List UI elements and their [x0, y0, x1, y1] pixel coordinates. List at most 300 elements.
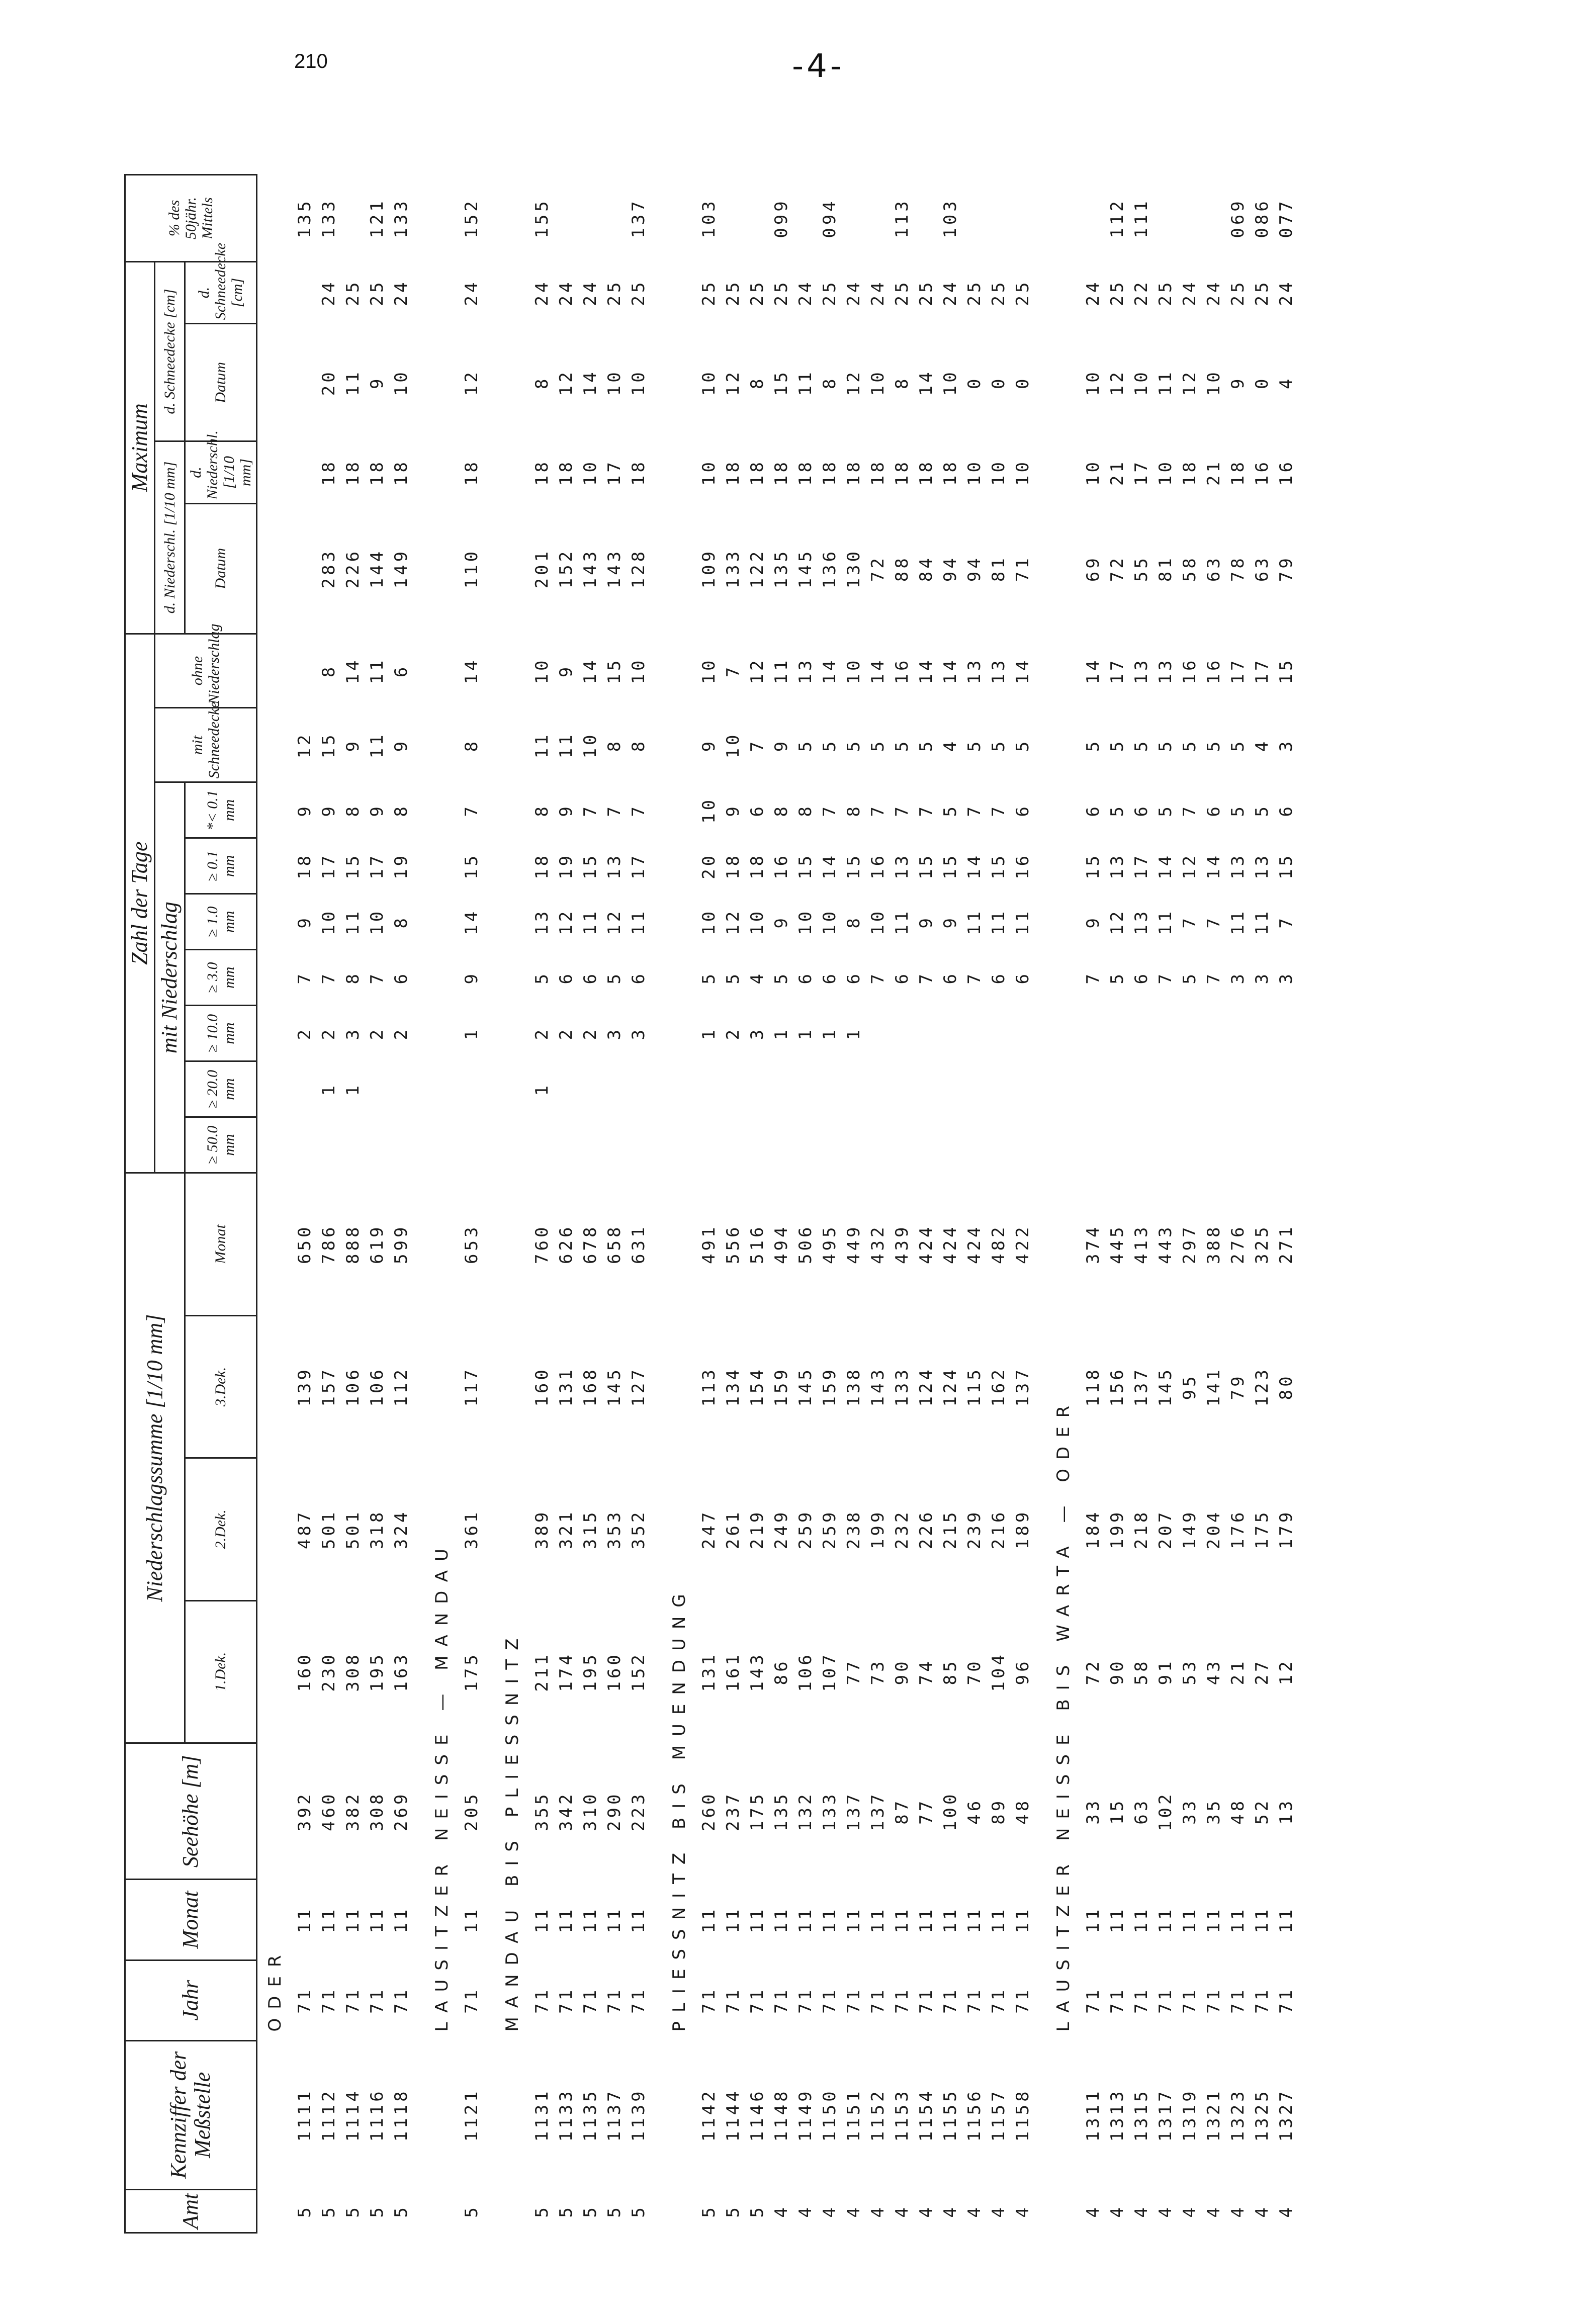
cell-mit-schnee: 9	[698, 738, 719, 752]
cell-mit-schnee: 9	[391, 738, 411, 752]
cell-monat: 11	[723, 1906, 743, 1933]
cell-dek2: 361	[461, 1509, 482, 1550]
cell-dek2: 149	[1179, 1509, 1200, 1550]
cell-jahr: 71	[531, 1987, 552, 2014]
cell-max-datum1: 18	[342, 459, 363, 486]
header-ohne-niederschlag: ohne Niederschlag	[155, 634, 256, 708]
cell-monat: 11	[940, 1906, 960, 1933]
cell-dek1: 230	[318, 1652, 339, 1692]
cell-max-niederschlag: 122	[747, 548, 767, 589]
cell-amt: 4	[1131, 2204, 1151, 2218]
cell-max-datum1: 18	[940, 459, 960, 486]
cell-kennziffer: 1317	[1155, 2088, 1176, 2142]
cell-dek1: 74	[916, 1658, 936, 1685]
cell-t3: 7	[367, 970, 387, 985]
cell-max-schneedecke: 4	[1276, 376, 1296, 390]
cell-tlt01: 5	[1252, 804, 1272, 817]
cell-dek3: 118	[1083, 1367, 1103, 1407]
cell-monat: 11	[1227, 1906, 1248, 1933]
cell-monat: 11	[391, 1906, 411, 1933]
cell-max-datum2: 24	[843, 279, 864, 306]
cell-kennziffer: 1146	[747, 2088, 767, 2142]
header-max-schneedecke: d. Schneedecke [cm]	[155, 261, 185, 441]
cell-percent-mean: 099	[771, 198, 791, 238]
cell-seehoehe: 13	[1276, 1798, 1296, 1825]
cell-percent-mean	[866, 175, 890, 262]
cell-monat-summe: 297	[1179, 1224, 1200, 1264]
header-zahl-der-tage: Zahl der Tage	[125, 634, 155, 1173]
gap-cell	[1298, 175, 1309, 2233]
cell-t3: 7	[1155, 970, 1176, 985]
cell-dek3: 112	[391, 1367, 411, 1407]
cell-t50	[1154, 1117, 1178, 1173]
table-row	[962, 175, 987, 2233]
cell-dek1: 106	[795, 1652, 816, 1692]
cell-t3: 7	[964, 970, 985, 985]
header-dek1: 1.Dek.	[185, 1600, 256, 1743]
cell-seehoehe: 48	[1227, 1798, 1248, 1825]
header-maximum: Maximum	[125, 261, 155, 634]
cell-max-niederschlag: 72	[867, 555, 888, 582]
cell-mit-schnee: 8	[604, 738, 625, 752]
cell-t20	[842, 1061, 866, 1117]
cell-t10: 3	[342, 1026, 363, 1040]
cell-percent-mean	[842, 175, 866, 262]
cell-dek3: 117	[461, 1367, 482, 1407]
cell-seehoehe: 310	[580, 1791, 600, 1831]
cell-tlt01: 7	[1179, 804, 1200, 817]
cell-dek2: 352	[628, 1509, 649, 1550]
precipitation-table	[124, 174, 1309, 2234]
cell-max-datum1: 21	[1107, 459, 1127, 486]
table-body	[256, 175, 1309, 2233]
cell-amt: 4	[916, 2204, 936, 2218]
cell-ohne-nieder: 14	[342, 657, 363, 684]
cell-max-schneedecke: 12	[461, 369, 482, 396]
cell-max-datum2: 24	[795, 279, 816, 306]
cell-percent-mean	[1081, 175, 1105, 262]
cell-jahr: 71	[698, 1987, 719, 2014]
cell-mit-schnee: 5	[843, 738, 864, 752]
cell-t10: 1	[819, 1026, 840, 1040]
cell-dek2: 218	[1131, 1509, 1151, 1550]
cell-t50	[1105, 1117, 1129, 1173]
cell-dek1: 195	[367, 1652, 387, 1692]
cell-mit-schnee: 4	[940, 738, 960, 752]
header-monat-summe: Monat	[185, 1173, 256, 1315]
cell-t01: 15	[342, 852, 363, 879]
cell-amt: 4	[1179, 2204, 1200, 2218]
cell-jahr: 71	[604, 1987, 625, 2014]
cell-max-datum2	[293, 261, 317, 323]
cell-kennziffer: 1151	[843, 2088, 864, 2142]
cell-dek2: 249	[771, 1509, 791, 1550]
cell-kennziffer: 1137	[604, 2088, 625, 2142]
cell-max-schneedecke: 10	[698, 369, 719, 396]
cell-mit-schnee: 5	[916, 738, 936, 752]
table-row	[1178, 175, 1202, 2233]
cell-t1: 10	[318, 908, 339, 935]
cell-t01: 15	[988, 852, 1009, 879]
cell-t10: 1	[698, 1026, 719, 1040]
cell-tlt01: 7	[964, 804, 985, 817]
cell-kennziffer: 1319	[1179, 2088, 1200, 2142]
row-gap	[413, 175, 424, 2233]
cell-t50	[962, 1117, 987, 1173]
cell-t10: 2	[556, 1026, 576, 1040]
cell-t3: 6	[795, 970, 816, 985]
cell-jahr: 71	[1155, 1987, 1176, 2014]
cell-percent-mean	[1202, 175, 1226, 262]
cell-t50	[987, 1117, 1011, 1173]
cell-max-datum1: 10	[988, 459, 1009, 486]
cell-t10	[890, 1006, 914, 1061]
cell-mit-schnee: 7	[747, 738, 767, 752]
cell-percent-mean: 121	[367, 198, 387, 238]
cell-seehoehe: 290	[604, 1791, 625, 1831]
cell-monat-summe: 424	[964, 1224, 985, 1264]
cell-kennziffer: 1131	[531, 2088, 552, 2142]
cell-t1: 11	[628, 908, 649, 935]
cell-monat: 11	[892, 1906, 912, 1933]
cell-max-datum2: 24	[391, 279, 411, 306]
cell-jahr: 71	[1107, 1987, 1127, 2014]
table-row	[866, 175, 890, 2233]
cell-percent-mean: 155	[531, 198, 552, 238]
cell-jahr: 71	[367, 1987, 387, 2014]
cell-t1: 7	[1203, 915, 1224, 929]
cell-t20	[1129, 1061, 1154, 1117]
cell-jahr: 71	[1252, 1987, 1272, 2014]
cell-t1: 8	[843, 915, 864, 929]
cell-tlt01: 7	[867, 804, 888, 817]
header-dek2: 2.Dek.	[185, 1458, 256, 1601]
cell-t20	[721, 1061, 745, 1117]
cell-dek1: 90	[892, 1658, 912, 1685]
cell-max-niederschlag: 94	[940, 555, 960, 582]
cell-monat-summe: 631	[628, 1224, 649, 1264]
cell-monat: 11	[1276, 1906, 1296, 1933]
cell-dek2: 216	[988, 1509, 1009, 1550]
cell-max-datum2: 25	[604, 279, 625, 306]
cell-t01: 13	[1107, 852, 1127, 879]
cell-max-schneedecke: 10	[1203, 369, 1224, 396]
cell-t1: 11	[892, 908, 912, 935]
cell-amt: 4	[940, 2204, 960, 2218]
table-row	[1011, 175, 1035, 2233]
header-t10: ≥ 10.0 mm	[185, 1006, 256, 1061]
cell-amt: 5	[367, 2204, 387, 2218]
cell-max-datum2: 25	[1107, 279, 1127, 306]
cell-max-datum2: 25	[988, 279, 1009, 306]
cell-tlt01: 7	[819, 804, 840, 817]
cell-dek1: 77	[843, 1658, 864, 1685]
cell-percent-mean: 133	[318, 198, 339, 238]
cell-t1: 11	[1252, 908, 1272, 935]
cell-t1: 12	[1107, 908, 1127, 935]
cell-jahr: 71	[1276, 1987, 1296, 2014]
cell-dek2: 315	[580, 1509, 600, 1550]
cell-max-datum1: 21	[1203, 459, 1224, 486]
cell-tlt01: 8	[771, 804, 791, 817]
cell-max-datum2: 25	[628, 279, 649, 306]
cell-t1: 10	[747, 908, 767, 935]
cell-t01: 14	[964, 852, 985, 879]
table-row	[842, 175, 866, 2233]
cell-seehoehe: 342	[556, 1791, 576, 1831]
cell-t10	[1154, 1006, 1178, 1061]
cell-dek1: 195	[580, 1652, 600, 1692]
cell-ohne-nieder: 17	[1107, 657, 1127, 684]
cell-max-schneedecke: 10	[604, 369, 625, 396]
cell-t10: 2	[367, 1026, 387, 1040]
cell-max-datum2: 24	[318, 279, 339, 306]
cell-monat-summe: 556	[723, 1224, 743, 1264]
cell-t20	[602, 1061, 627, 1117]
cell-monat-summe: 658	[604, 1224, 625, 1264]
cell-max-datum1: 18	[318, 459, 339, 486]
cell-max-datum1: 17	[1131, 459, 1151, 486]
cell-t50	[1274, 1117, 1298, 1173]
cell-t3: 7	[867, 970, 888, 985]
cell-t01: 14	[1155, 852, 1176, 879]
cell-jahr: 71	[1179, 1987, 1200, 2014]
cell-percent-mean: 112	[1107, 198, 1127, 238]
cell-dek1: 175	[461, 1652, 482, 1692]
cell-t1: 10	[795, 908, 816, 935]
cell-dek3: 131	[556, 1367, 576, 1407]
cell-t20	[389, 1061, 413, 1117]
cell-max-schneedecke: 0	[1252, 376, 1272, 390]
cell-t01: 19	[556, 852, 576, 879]
cell-dek2: 324	[391, 1509, 411, 1550]
header-mit-niederschlag: mit Niederschlag	[155, 782, 185, 1173]
cell-percent-mean: 103	[698, 198, 719, 238]
cell-t50	[530, 1117, 554, 1173]
cell-t1: 10	[819, 908, 840, 935]
cell-tlt01: 6	[1131, 804, 1151, 817]
cell-kennziffer: 1325	[1252, 2088, 1272, 2142]
header-mit-schneedecke: mit Schneedecke	[155, 708, 256, 782]
cell-amt: 4	[1107, 2204, 1127, 2218]
cell-t01: 15	[461, 852, 482, 879]
header-percent-mean: % des 50jähr. Mittels	[125, 175, 257, 262]
cell-percent-mean	[987, 175, 1011, 262]
table-row	[1274, 175, 1298, 2233]
cell-max-datum2: 24	[531, 279, 552, 306]
cell-seehoehe: 205	[461, 1791, 482, 1831]
cell-monat: 11	[531, 1906, 552, 1933]
cell-mit-schnee: 5	[1227, 738, 1248, 752]
cell-ohne-nieder: 13	[795, 657, 816, 684]
cell-t01: 17	[1131, 852, 1151, 879]
cell-ohne-nieder: 13	[1131, 657, 1151, 684]
cell-max-datum2: 24	[1179, 279, 1200, 306]
cell-monat: 11	[698, 1906, 719, 1933]
cell-max-datum2: 25	[367, 279, 387, 306]
cell-t3: 6	[819, 970, 840, 985]
cell-max-schneedecke: 8	[531, 376, 552, 390]
cell-t10	[938, 1006, 962, 1061]
cell-t3: 4	[747, 970, 767, 985]
cell-dek1: 27	[1252, 1658, 1272, 1685]
cell-seehoehe: 87	[892, 1798, 912, 1825]
cell-percent-mean	[1154, 175, 1178, 262]
cell-max-schneedecke: 12	[723, 369, 743, 396]
cell-t10: 3	[604, 1026, 625, 1040]
cell-mit-schnee: 3	[1276, 738, 1296, 752]
cell-dek2: 261	[723, 1509, 743, 1550]
cell-percent-mean: 086	[1252, 198, 1272, 238]
cell-seehoehe: 48	[1012, 1798, 1033, 1825]
cell-mit-schnee: 11	[367, 732, 387, 759]
cell-dek2: 219	[747, 1509, 767, 1550]
cell-max-datum1: 18	[1227, 459, 1248, 486]
cell-monat-summe: 276	[1227, 1224, 1248, 1264]
cell-ohne-nieder: 15	[1276, 657, 1296, 684]
cell-t3: 7	[916, 970, 936, 985]
cell-percent-mean: 135	[294, 198, 315, 238]
header-tlt01: *< 0.1 mm	[185, 782, 256, 838]
cell-dek2: 487	[294, 1509, 315, 1550]
cell-max-datum2: 25	[771, 279, 791, 306]
cell-max-niederschlag: 226	[342, 548, 363, 589]
cell-monat-summe: 325	[1252, 1224, 1272, 1264]
table-row	[793, 175, 818, 2233]
cell-t01: 19	[391, 852, 411, 879]
cell-monat: 11	[1252, 1906, 1272, 1933]
cell-max-datum2: 24	[580, 279, 600, 306]
cell-t50	[842, 1117, 866, 1173]
cell-t1: 10	[698, 908, 719, 935]
cell-dek2: 259	[795, 1509, 816, 1550]
header-jahr: Jahr	[125, 1960, 257, 2040]
cell-t50	[890, 1117, 914, 1173]
cell-tlt01: 7	[628, 804, 649, 817]
cell-tlt01: 10	[698, 796, 719, 824]
section-heading	[256, 175, 293, 2233]
cell-seehoehe: 308	[367, 1791, 387, 1831]
cell-seehoehe: 460	[318, 1791, 339, 1831]
cell-max-datum1: 18	[556, 459, 576, 486]
cell-jahr: 71	[940, 1987, 960, 2014]
cell-t3: 6	[580, 970, 600, 985]
cell-max-schneedecke: 0	[988, 376, 1009, 390]
cell-max-schneedecke: 15	[771, 369, 791, 396]
cell-dek1: 12	[1276, 1658, 1296, 1685]
cell-monat-summe: 424	[916, 1224, 936, 1264]
cell-monat-summe: 422	[1012, 1224, 1033, 1264]
cell-t01: 17	[318, 852, 339, 879]
header-t3: ≥ 3.0 mm	[185, 950, 256, 1006]
cell-t3: 5	[771, 970, 791, 985]
page-number: 210	[294, 50, 328, 72]
cell-kennziffer: 1327	[1276, 2088, 1296, 2142]
cell-t20	[987, 1061, 1011, 1117]
cell-t1: 11	[342, 908, 363, 935]
cell-tlt01: 8	[843, 804, 864, 817]
cell-percent-mean	[1011, 175, 1035, 262]
cell-monat: 11	[988, 1906, 1009, 1933]
cell-max-schneedecke: 9	[367, 376, 387, 390]
cell-t50	[1202, 1117, 1226, 1173]
cell-monat: 11	[318, 1906, 339, 1933]
cell-t3: 7	[294, 970, 315, 985]
cell-percent-mean: 111	[1131, 198, 1151, 238]
cell-mit-schnee: 5	[1155, 738, 1176, 752]
cell-jahr: 71	[1083, 1987, 1103, 2014]
cell-dek3: 159	[819, 1367, 840, 1407]
header-seehoehe: Seehöhe [m]	[125, 1743, 257, 1880]
cell-monat-summe: 445	[1107, 1224, 1127, 1264]
cell-amt: 4	[867, 2204, 888, 2218]
cell-max-datum2: 25	[723, 279, 743, 306]
cell-t50	[793, 1117, 818, 1173]
cell-jahr: 71	[771, 1987, 791, 2014]
cell-dek2: 189	[1012, 1509, 1033, 1550]
cell-mit-schnee: 5	[819, 738, 840, 752]
cell-dek1: 86	[771, 1658, 791, 1685]
cell-seehoehe: 15	[1107, 1798, 1127, 1825]
cell-t10: 3	[628, 1026, 649, 1040]
cell-kennziffer: 1321	[1203, 2088, 1224, 2142]
cell-jahr: 71	[1012, 1987, 1033, 2014]
cell-seehoehe: 223	[628, 1791, 649, 1831]
cell-dek3: 157	[318, 1367, 339, 1407]
cell-mit-schnee: 8	[628, 738, 649, 752]
cell-t10	[914, 1006, 938, 1061]
cell-max-datum1: 10	[1012, 459, 1033, 486]
cell-t3: 5	[1179, 970, 1200, 985]
header-dek3: 3.Dek.	[185, 1315, 256, 1458]
cell-max-niederschlag: 81	[1155, 555, 1176, 582]
cell-seehoehe: 33	[1179, 1798, 1200, 1825]
cell-amt: 5	[461, 2204, 482, 2218]
cell-jahr: 71	[747, 1987, 767, 2014]
cell-max-datum1: 18	[723, 459, 743, 486]
header-t20: ≥ 20.0 mm	[185, 1061, 256, 1117]
cell-max-niederschlag: 72	[1107, 555, 1127, 582]
header-max-niederschlag: d. Niederschl. [1/10 mm]	[155, 441, 185, 634]
cell-max-schneedecke: 14	[580, 369, 600, 396]
cell-monat: 11	[795, 1906, 816, 1933]
cell-monat: 11	[367, 1906, 387, 1933]
cell-monat: 11	[628, 1906, 649, 1933]
cell-max-niederschlag: 88	[892, 555, 912, 582]
cell-dek1: 174	[556, 1652, 576, 1692]
cell-dek1: 96	[1012, 1658, 1033, 1685]
cell-percent-mean	[554, 175, 578, 262]
cell-amt: 5	[342, 2204, 363, 2218]
cell-max-schneedecke: 12	[843, 369, 864, 396]
section-title: LAUSITZER NEISSE — MANDAU	[431, 1540, 452, 2032]
cell-max-datum2: 24	[940, 279, 960, 306]
cell-seehoehe: 133	[819, 1791, 840, 1831]
cell-dek1: 131	[698, 1652, 719, 1692]
section-heading	[424, 175, 460, 2233]
cell-t10: 1	[795, 1026, 816, 1040]
cell-percent-mean: 137	[628, 198, 649, 238]
cell-ohne-nieder: 14	[916, 657, 936, 684]
cell-max-datum1: 18	[391, 459, 411, 486]
cell-dek2: 184	[1083, 1509, 1103, 1550]
cell-t50	[602, 1117, 627, 1173]
cell-t1: 10	[367, 908, 387, 935]
cell-monat-summe: 388	[1203, 1224, 1224, 1264]
cell-t10	[1129, 1006, 1154, 1061]
section-title: MANDAU BIS PLIESSNITZ	[502, 1629, 522, 2032]
cell-tlt01: 9	[294, 804, 315, 817]
